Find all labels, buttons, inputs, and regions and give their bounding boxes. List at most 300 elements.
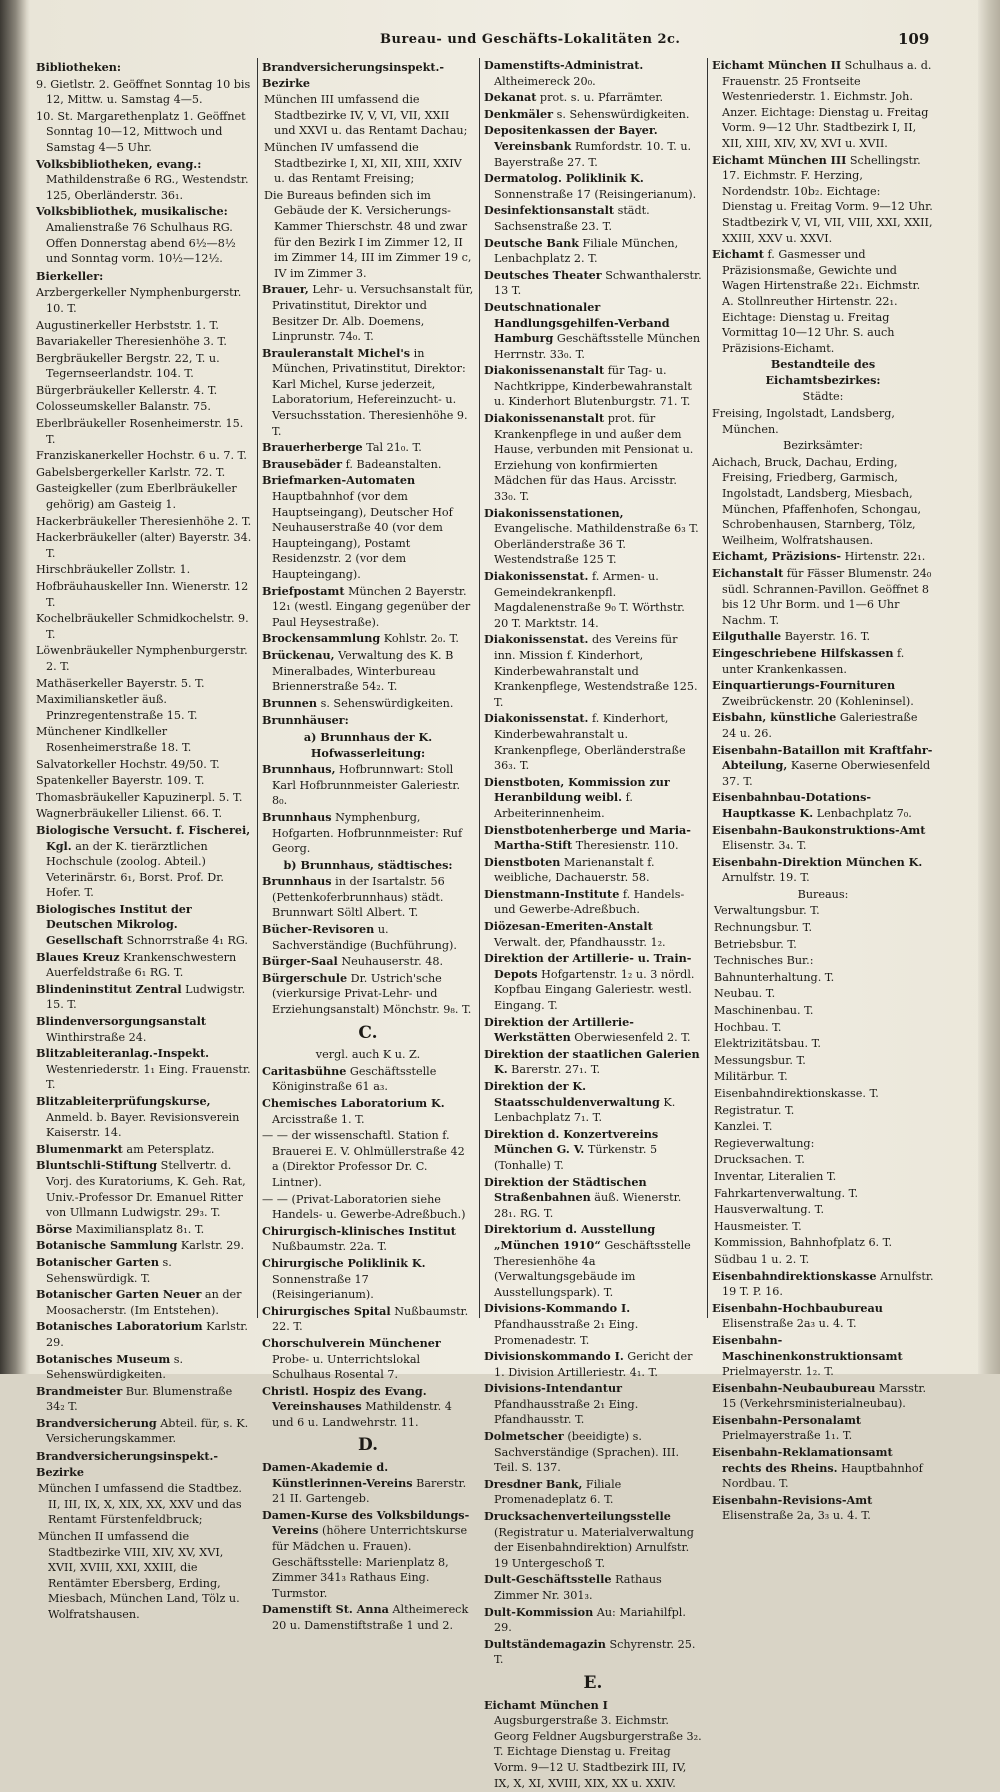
directory-entry xyxy=(36,60,254,76)
directory-entry xyxy=(484,171,702,202)
entry-text: am Petersplatz. xyxy=(122,1142,215,1156)
directory-entry xyxy=(262,1224,474,1255)
entry-text: Filiale München, Lenbachplatz 2. T. xyxy=(494,236,679,266)
entry-text: Mathäserkeller Bayerstr. 5. T. xyxy=(36,676,205,690)
entry-text: Hofgartenstr. 1₂ u. 3 nördl. Kopfbau Eingang Galeriestr. westl. Eingang. T. xyxy=(494,967,695,1013)
entry-title: Blitzableiterprüfungskurse, xyxy=(36,1094,211,1108)
entry-title: Brunnhäuser: xyxy=(262,713,349,728)
directory-entry xyxy=(712,455,934,549)
entry-text: äuß. Wienerstr. 28₁. RG. T. xyxy=(494,1191,682,1220)
directory-entry xyxy=(712,1020,934,1036)
entry-text: Schnorrstraße 4₁ RG. xyxy=(123,934,248,948)
entry-text: München IV umfassend die Stadtbezirke I, XI, XII, XIII, XXIV u. das Rentamt Freising; xyxy=(264,140,462,186)
directory-entry xyxy=(484,887,702,918)
entry-title: Einquartierungs-Fournituren xyxy=(712,678,896,693)
entry-text: des Vereins für inn. Mission f. Kinderhort, Kinderbewahranstalt und Krankenpflege, Westendstraße 125. T. xyxy=(494,633,698,709)
entry-text: Schwanthalerstr. 13 T. xyxy=(494,268,702,298)
directory-entry xyxy=(36,269,254,285)
directory-entry xyxy=(36,285,254,316)
entry-text: Betriebsbur. T. xyxy=(714,937,797,951)
directory-entry xyxy=(712,1252,934,1268)
entry-text: f. Kinderhort, Kinderbewahranstalt u. Krankenpflege, Oberländerstraße 36₃. T. xyxy=(494,712,686,773)
entry-title: Eisenbahn-Personalamt xyxy=(712,1412,862,1427)
entry-text: für Fässer Blumenstr. 24₀ südl. Schrannen-Pavillon. Geöffnet 8 bis 12 Uhr Borm. und 1—6 Uhr Nachm. T. xyxy=(722,567,932,627)
entry-text: Bezirksämter: xyxy=(783,439,863,453)
directory-entry xyxy=(712,406,934,437)
entry-text: Bureaus: xyxy=(797,887,849,901)
entry-text: (Registratur u. Materialverwaltung der Eisenbahndirektion) Arnulfstr. 19 Untergeschoß T. xyxy=(494,1525,694,1570)
entry-title: Deutsche Bank xyxy=(484,235,579,250)
entry-text: Schulhaus a. d. Frauenstr. 25 Frontseite Westenriederstr. 1. Eichmstr. Joh. Anzer. Eichtage: Dienstag u. Freitag Vorm. 9—12 Uhr. Stadtbezirk I, II, XII, XIII, XIV, XV, XVI u. XVII. xyxy=(722,59,932,150)
entry-text: Neuhauserstr. 48. xyxy=(337,955,444,969)
directory-entry xyxy=(36,157,254,204)
entry-text: städt. Sachsenstraße 23. T. xyxy=(494,204,650,233)
directory-entry xyxy=(484,411,702,505)
directory-entry xyxy=(712,855,934,886)
entry-text: Anmeld. b. Bayer. Revisionsverein Kaiserstr. 14. xyxy=(46,1110,240,1140)
entry-title: Bürger-Saal xyxy=(262,954,338,969)
directory-entry xyxy=(484,58,702,89)
entry-text: Geschäftsstelle Königinstraße 61 a₃. xyxy=(272,1064,437,1094)
entry-text: f. Arbeiterinnenheim. xyxy=(494,791,633,820)
entry-text: Neubau. T. xyxy=(714,987,776,1001)
entry-title: Brückenau, xyxy=(262,647,335,662)
entry-text: Lenbachplatz 7₀. xyxy=(813,806,912,820)
entry-text: Thomasbräukeller Kapuzinerpl. 5. T. xyxy=(36,790,243,804)
entry-text: Geschäftsstelle Theresienhöhe 4a (Verwaltungsgebäude im Ausstellungspark). T. xyxy=(494,1238,691,1299)
entry-text: — — der wissenschaftl. Station f. Brauerei E. V. Ohlmüllerstraße 42 a (Direktor Professor Dr. C. Lintner). xyxy=(262,1129,465,1189)
directory-entry xyxy=(484,1127,702,1174)
entry-text: Sonnenstraße 17 (Reisingerianum). xyxy=(272,1272,374,1302)
directory-entry xyxy=(712,937,934,953)
directory-entry xyxy=(712,1445,934,1492)
entry-text: Kanzlei. T. xyxy=(714,1120,773,1134)
directory-entry xyxy=(262,922,474,953)
entry-text: Die Bureaus befinden sich im Gebäude der K. Versicherungs-Kammer Thierschstr. 48 und zwar für den Bezirk I im Zimmer 12, II im Zimmer 14, III im Zimmer 19 c, IV im Zimmer 3. xyxy=(264,188,472,280)
entry-text: Maximiliansplatz 8₁. T. xyxy=(72,1222,205,1236)
directory-entry xyxy=(262,92,474,139)
entry-title: Chemisches Laboratorium K. xyxy=(262,1096,445,1110)
entry-text: (höhere Unterrichtskurse für Mädchen u. Frauen). Geschäftsstelle: Marienplatz 8, Zimmer 341₃ Rathaus Eing. Turmstor. xyxy=(272,1524,468,1600)
entry-text: für Tag- u. Nachtkrippe, Kinderbewahranstalt u. Kinderhort Blutenburgstr. 71. T. xyxy=(494,364,692,409)
entry-title: Christl. Hospiz des Evang. Vereinshauses xyxy=(262,1383,427,1414)
entry-title: Brunnhaus, xyxy=(262,762,336,777)
directory-entry xyxy=(484,300,702,362)
entry-text: s. Sehenswürdigkeiten. xyxy=(553,107,690,121)
directory-entry xyxy=(262,631,474,647)
directory-entry xyxy=(484,1509,702,1571)
entry-text: prot. s. u. Pfarrämter. xyxy=(536,91,664,105)
entry-title: E. xyxy=(583,1672,603,1693)
directory-entry xyxy=(712,247,934,356)
directory-entry xyxy=(262,346,474,440)
directory-entry xyxy=(262,971,474,1018)
entry-title: Eisenbahn-Revisions-Amt xyxy=(712,1492,873,1507)
directory-entry xyxy=(712,1493,934,1524)
entry-title: Brunnhaus xyxy=(262,874,332,889)
entry-text: Bergbräukeller Bergstr. 22, T. u. Tegernseerlandstr. 104. T. xyxy=(36,351,220,381)
directory-entry xyxy=(262,188,474,282)
entry-text: Kochelbräukeller Schmidkochelstr. 9. T. xyxy=(36,612,249,641)
entry-title: Blumenmarkt xyxy=(36,1141,123,1156)
entry-title: Damen-Kurse des Volksbildungs-Vereins xyxy=(262,1507,470,1538)
directory-entry xyxy=(712,1219,934,1235)
entry-title: Direktion der staatlichen Galerien K. xyxy=(484,1046,700,1077)
entry-text: Westenriederstr. 1₁ Eing. Frauenstr. T. xyxy=(46,1062,251,1092)
entry-text: Franziskanerkeller Hochstr. 6 u. 7. T. xyxy=(36,449,247,463)
directory-entry xyxy=(484,919,702,950)
directory-entry xyxy=(262,282,474,344)
entry-title: Drucksachenverteilungsstelle xyxy=(484,1509,671,1524)
directory-entry xyxy=(36,1449,254,1480)
entry-text: 9. Gietlstr. 2. Geöffnet Sonntag 10 bis 12, Mittw. u. Samstag 4—5. xyxy=(36,77,251,107)
entry-title: Direktorium d. Ausstellung „München 1910“ xyxy=(484,1222,656,1252)
directory-entry xyxy=(36,1384,254,1415)
directory-entry xyxy=(484,506,702,568)
entry-text: s. Sehenswürdigkeiten. xyxy=(46,1352,184,1382)
directory-entry xyxy=(484,107,702,123)
directory-entry xyxy=(36,1255,254,1286)
directory-entry xyxy=(712,1202,934,1218)
entry-text: Filiale Promenadeplatz 6. T. xyxy=(494,1477,622,1507)
directory-entry xyxy=(484,1698,702,1792)
entry-text: Maximiliansketler äuß. Prinzregentenstraße 15. T. xyxy=(36,693,198,722)
directory-entry xyxy=(262,1096,474,1127)
entry-text: Barerstr. 27₁. T. xyxy=(507,1063,601,1077)
entry-text: Hofbräuhauskeller Inn. Wienerstr. 12 T. xyxy=(36,580,249,609)
entry-text: 10. St. Margarethenplatz 1. Geöffnet Sonntag 10—12, Mittwoch und Samstag 4—5 Uhr. xyxy=(36,109,246,154)
entry-text: Karlstr. 29. xyxy=(177,1239,245,1253)
entry-title: Deutsches Theater xyxy=(484,267,602,282)
directory-entry xyxy=(712,1053,934,1069)
running-title: Bureau- und Geschäfts-Lokalitäten 2c. xyxy=(380,32,681,47)
directory-entry xyxy=(484,1222,702,1300)
entry-title: Briefmarken-Automaten xyxy=(262,473,416,488)
entry-title: Eisenbahn-Neubaubureau xyxy=(712,1380,876,1395)
entry-title: Deutschnationaler Handlungsgehilfen-Verband Hamburg xyxy=(484,299,670,346)
directory-entry xyxy=(712,678,934,709)
directory-entry xyxy=(262,1460,474,1507)
directory-entry xyxy=(36,1222,254,1238)
directory-entry xyxy=(484,1047,702,1078)
directory-entry xyxy=(36,465,254,481)
directory-entry xyxy=(484,1477,702,1508)
entry-title: Eichamt München III xyxy=(712,152,847,167)
column-4 xyxy=(712,58,934,1525)
entry-text: Hochbau. T. xyxy=(714,1020,782,1034)
entry-title: Diakonissenstationen, xyxy=(484,505,624,520)
directory-entry xyxy=(262,457,474,473)
entry-text: Theresienstr. 110. xyxy=(572,839,679,853)
entry-text: Nußbaumstr. 22a. T. xyxy=(272,1240,387,1254)
entry-text: Ludwigstr. 15. T. xyxy=(46,982,246,1012)
directory-entry xyxy=(712,1069,934,1085)
directory-entry xyxy=(262,440,474,456)
directory-entry xyxy=(712,887,934,903)
entry-text: Pfandhausstraße 2₁ Eing. Promenadestr. T. xyxy=(494,1317,639,1347)
directory-entry xyxy=(484,203,702,234)
entry-text: Messungsbur. T. xyxy=(714,1053,806,1067)
entry-text: Hauptbahnhof (vor dem Hauptseingang), Deutscher Hof Neuhauserstraße 40 (vor dem Haupteingang), Postamt Residenzstr. 2 (vor dem Haupteingang). xyxy=(272,490,453,581)
entry-text: Augsburgerstraße 3. Eichmstr. Georg Feldner Augsburgerstraße 3₂. T. Eichtage Dienstag u. Freitag Vorm. 9—12 U. Stadtbezirk III, IV, IX, X, XI, XVIII, XIX, XX u. XXIV. xyxy=(494,1714,702,1790)
directory-entry xyxy=(36,1529,254,1623)
entry-text: Pfandhausstraße 2₁ Eing. Pfandhausstr. T. xyxy=(494,1397,639,1427)
directory-entry xyxy=(484,951,702,1013)
directory-entry xyxy=(36,448,254,464)
entry-title: Dresdner Bank, xyxy=(484,1476,583,1491)
entry-text: Lehr- u. Versuchsanstalt für, Privatinstitut, Direktor und Besitzer Dr. Alb. Doemens, Linprunstr. 74₀. T. xyxy=(272,283,474,344)
entry-text: Gericht der 1. Division Artilleriestr. 4₁. T. xyxy=(494,1350,693,1379)
entry-title: Divisionskommando I. xyxy=(484,1349,624,1364)
section-letter xyxy=(262,1022,474,1043)
entry-title: Direktion der Artillerie- u. Train-Depots xyxy=(484,951,692,981)
entry-text: Abteil. für, s. K. Versicherungskammer. xyxy=(46,1416,249,1446)
entry-text: Verwaltung des K. B Mineralbades, Winterbureau Briennerstraße 54₂. T. xyxy=(272,648,454,694)
directory-entry xyxy=(484,632,702,710)
entry-title: Brandversicherung xyxy=(36,1415,157,1430)
directory-entry xyxy=(36,692,254,723)
directory-entry xyxy=(712,1269,934,1300)
directory-entry xyxy=(712,823,934,854)
entry-text: Elisenstraße 2a, 3₃ u. 4. T. xyxy=(722,1509,871,1523)
entry-text: (beeidigte) s. Sachverständige (Sprachen). III. Teil. S. 137. xyxy=(494,1430,680,1475)
directory-entry xyxy=(484,268,702,299)
entry-title: Eichamt München I xyxy=(484,1697,608,1712)
directory-entry xyxy=(262,1336,474,1383)
entry-title: Brauleranstalt Michel's xyxy=(262,345,411,360)
directory-entry xyxy=(36,611,254,642)
entry-title: a) Brunnhaus der K. Hofwasserleitung: xyxy=(303,729,433,760)
directory-entry xyxy=(36,1238,254,1254)
column-rule xyxy=(257,58,258,1318)
directory-entry xyxy=(262,140,474,187)
entry-text: Colosseumskeller Balanstr. 75. xyxy=(36,400,211,414)
entry-title: Chirurgisches Spital xyxy=(262,1303,391,1318)
directory-entry xyxy=(484,1015,702,1046)
directory-entry xyxy=(36,481,254,512)
entry-text: München II umfassend die Stadtbezirke VIII, XIV, XV, XVI, XVII, XVIII, XXI, XXIII, die Rentämter Ebersberg, Erding, Miesbach, München Land, Tölz u. Wolfratshausen. xyxy=(38,1530,240,1621)
directory-entry xyxy=(262,762,474,809)
directory-entry xyxy=(484,775,702,822)
entry-title: Dekanat xyxy=(484,90,537,105)
entry-text: Marienanstalt f. weibliche, Dachauerstr. 58. xyxy=(494,855,655,885)
entry-text: Elisenstraße 2a₃ u. 4. T. xyxy=(722,1317,857,1331)
entry-text: Schyrenstr. 25. T. xyxy=(494,1637,696,1667)
directory-entry xyxy=(484,123,702,170)
entry-text: Arnulfstr. 19. T. xyxy=(722,871,810,885)
entry-text: Barerstr. 21 II. Gartengeb. xyxy=(272,1476,467,1506)
entry-text: Registratur. T. xyxy=(714,1103,795,1117)
directory-entry xyxy=(262,60,474,91)
directory-entry xyxy=(484,1605,702,1636)
entry-text: Prielmayerstraße 1₁. T. xyxy=(722,1429,853,1443)
entry-text: München 2 Bayerstr. 12₁ (westl. Eingang gegenüber der Paul Heysestraße). xyxy=(272,584,471,629)
directory-entry xyxy=(36,383,254,399)
column-rule xyxy=(479,58,480,1318)
entry-text: vergl. auch K u. Z. xyxy=(315,1048,421,1062)
entry-text: Fahrkartenverwaltung. T. xyxy=(714,1186,859,1200)
section-letter xyxy=(484,1672,702,1693)
directory-entry xyxy=(712,549,934,565)
directory-entry xyxy=(36,1158,254,1220)
directory-entry xyxy=(712,1136,934,1152)
entry-text: Au: Mariahilfpl. 29. xyxy=(494,1605,686,1635)
directory-entry xyxy=(36,982,254,1013)
entry-title: Divisions-Intendantur xyxy=(484,1381,622,1396)
entry-text: Rechnungsbur. T. xyxy=(714,921,813,935)
entry-text: Hackerbräukeller Theresienhöhe 2. T. xyxy=(36,514,252,528)
entry-title: Eilguthalle xyxy=(712,629,782,644)
entry-text: Eberlbräukeller Rosenheimerstr. 15. T. xyxy=(36,417,244,446)
directory-entry xyxy=(484,1349,702,1380)
directory-entry xyxy=(36,351,254,382)
entry-title: Brauerherberge xyxy=(262,440,363,455)
directory-entry xyxy=(712,790,934,821)
directory-entry xyxy=(484,363,702,410)
entry-title: Dult-Geschäftsstelle xyxy=(484,1572,612,1587)
entry-text: Marsstr. 15 (Verkehrsministerialneubau). xyxy=(722,1381,927,1411)
entry-title: Briefpostamt xyxy=(262,583,345,598)
entry-text: Bürgerbräukeller Kellerstr. 4. T. xyxy=(36,383,218,397)
directory-entry xyxy=(712,1036,934,1052)
entry-text: Elisenstr. 3₄. T. xyxy=(722,839,807,853)
directory-entry xyxy=(712,986,934,1002)
directory-entry xyxy=(262,1508,474,1602)
entry-text: München III umfassend die Stadtbezirke IV, V, VI, VII, XXII und XXVI u. das Rentamt Dachau; xyxy=(264,93,468,138)
directory-entry xyxy=(262,584,474,631)
entry-text: Salvatorkeller Hochstr. 49/50. T. xyxy=(36,757,220,771)
entry-title: Eichamt xyxy=(712,247,764,262)
entry-text: München I umfassend die Stadtbez. II, III, IX, X, XIX, XX, XXV und das Rentamt Fürstenfeldbruck; xyxy=(38,1482,242,1527)
entry-text: Münchener Kindlkeller Rosenheimerstraße 18. T. xyxy=(36,725,192,754)
entry-title: Bestandteile des Eichamtsbezirkes: xyxy=(765,357,881,387)
entry-title: Brandmeister xyxy=(36,1383,123,1398)
directory-entry xyxy=(36,724,254,755)
entry-text: Bur. Blumenstraße 34₂ T. xyxy=(46,1384,233,1414)
entry-title: Biologische Versucht. f. Fischerei, Kgl. xyxy=(36,822,251,853)
entry-text: Militärbur. T. xyxy=(714,1070,788,1084)
entry-text: Kommission, Bahnhofplatz 6. T. xyxy=(714,1236,893,1250)
entry-title: Caritasbühne xyxy=(262,1063,347,1078)
directory-entry xyxy=(262,1047,474,1063)
entry-title: Chorschulverein Münchener xyxy=(262,1335,441,1350)
entry-title: Volksbibliotheken, evang.: xyxy=(36,156,202,171)
entry-text: Freising, Ingolstadt, Landsberg, München. xyxy=(712,407,895,436)
entry-title: Dult-Kommission xyxy=(484,1604,594,1619)
directory-entry xyxy=(712,1119,934,1135)
entry-title: Eichamt München II xyxy=(712,58,842,72)
entry-title: Bücher-Revisoren xyxy=(262,922,375,937)
directory-entry xyxy=(484,1572,702,1603)
directory-entry xyxy=(484,711,702,773)
entry-text: K. Lenbachplatz 7₁. T. xyxy=(494,1095,676,1125)
directory-entry xyxy=(712,1301,934,1332)
directory-entry xyxy=(36,1416,254,1447)
directory-entry xyxy=(36,790,254,806)
entry-text: Städte: xyxy=(802,390,844,404)
entry-title: Blindeninstitut Zentral xyxy=(36,981,182,996)
entry-title: Diözesan-Emeriten-Anstalt xyxy=(484,919,653,934)
directory-entry xyxy=(712,629,934,645)
entry-text: Bayerstr. 16. T. xyxy=(781,630,871,644)
entry-title: Dultständemagazin xyxy=(484,1636,606,1651)
entry-text: Oberwiesenfeld 2. T. xyxy=(570,1031,691,1045)
entry-text: s. Sehenswürdigk. T. xyxy=(46,1255,172,1285)
entry-title: Diakonissenanstalt xyxy=(484,411,605,426)
entry-text: Probe- u. Unterrichtslokal Schulhaus Rosental 7. xyxy=(272,1352,421,1382)
entry-title: Desinfektionsanstalt xyxy=(484,203,615,218)
directory-entry xyxy=(36,1014,254,1045)
entry-title: Eichanstalt xyxy=(712,566,784,580)
entry-title: Blindenversorgungsanstalt xyxy=(36,1014,207,1029)
directory-entry xyxy=(36,806,254,822)
directory-entry xyxy=(712,920,934,936)
entry-title: Dienstboten, Kommission zur Heranbildung weibl. xyxy=(484,774,670,805)
directory-entry xyxy=(262,696,474,712)
entry-text: Hausverwaltung. T. xyxy=(714,1203,825,1217)
entry-title: Dermatolog. Poliklinik K. xyxy=(484,171,644,186)
entry-text: Arzbergerkeller Nymphenburgerstr. 10. T. xyxy=(36,286,242,315)
entry-text: Wagnerbräukeller Lilienst. 66. T. xyxy=(36,807,223,821)
entry-title: Bibliotheken: xyxy=(36,60,122,74)
directory-entry xyxy=(712,970,934,986)
directory-entry xyxy=(712,1152,934,1168)
entry-text: Hackerbräukeller (alter) Bayerstr. 34. T. xyxy=(36,531,252,560)
directory-entry xyxy=(262,473,474,582)
entry-text: Altheimereck 20 u. Damenstiftstraße 1 und 2. xyxy=(272,1603,469,1632)
directory-entry xyxy=(484,1381,702,1428)
directory-entry xyxy=(262,1128,474,1190)
entry-title: Diakonissenstat. xyxy=(484,632,589,647)
directory-entry xyxy=(712,1186,934,1202)
entry-title: Eisenbahn-Maschinenkonstruktionsamt xyxy=(712,1332,903,1363)
directory-entry xyxy=(262,874,474,921)
entry-title: Bierkeller: xyxy=(36,268,104,283)
directory-entry xyxy=(36,823,254,901)
entry-text: u. Sachverständige (Buchführung). xyxy=(272,923,457,952)
entry-title: Brockensammlung xyxy=(262,631,381,646)
directory-entry xyxy=(36,1287,254,1318)
entry-text: Nymphenburg, Hofgarten. Hofbrunnmeister: Ruf Georg. xyxy=(272,810,463,856)
directory-entry xyxy=(484,236,702,267)
entry-text: Stellvertr. d. Vorj. des Kuratoriums, K. Geh. Rat, Univ.-Professor Dr. Emanuel Ritter von Ullmann Ludwigstr. 29₃. T. xyxy=(46,1159,246,1220)
directory-entry xyxy=(36,399,254,415)
directory-entry xyxy=(262,1304,474,1335)
entry-text: Mathildenstraße 6 RG., Westendstr. 125, Oberländerstr. 36₁. xyxy=(46,173,249,202)
entry-title: Damenstifts-Administrat. xyxy=(484,58,644,72)
directory-entry xyxy=(484,1301,702,1348)
entry-text: Südbau 1 u. 2. T. xyxy=(714,1252,810,1266)
entry-title: Denkmäler xyxy=(484,106,554,121)
entry-title: Diakonissenanstalt xyxy=(484,363,605,378)
directory-entry xyxy=(712,903,934,919)
entry-title: D. xyxy=(357,1435,379,1456)
entry-title: Depositenkassen der Bayer. Vereinsbank xyxy=(484,123,658,153)
directory-entry xyxy=(484,823,702,854)
entry-title: Diakonissenstat. xyxy=(484,711,589,726)
entry-text: Gabelsbergerkeller Karlstr. 72. T. xyxy=(36,465,226,479)
entry-title: Damenstift St. Anna xyxy=(262,1602,389,1617)
directory-entry xyxy=(36,530,254,561)
directory-entry xyxy=(262,1384,474,1431)
directory-entry xyxy=(712,1235,934,1251)
entry-text: Regieverwaltung: xyxy=(714,1136,815,1150)
entry-title: Direktion der K. Staatsschuldenverwaltung xyxy=(484,1079,660,1109)
entry-text: Verwaltungsbur. T. xyxy=(714,904,820,918)
entry-title: Blitzableiteranlag.-Inspekt. xyxy=(36,1046,210,1061)
directory-entry xyxy=(262,1256,474,1303)
entry-text: Evangelische. Mathildenstraße 6₃ T. Oberländerstraße 36 T. Westendstraße 125 T. xyxy=(494,522,699,567)
